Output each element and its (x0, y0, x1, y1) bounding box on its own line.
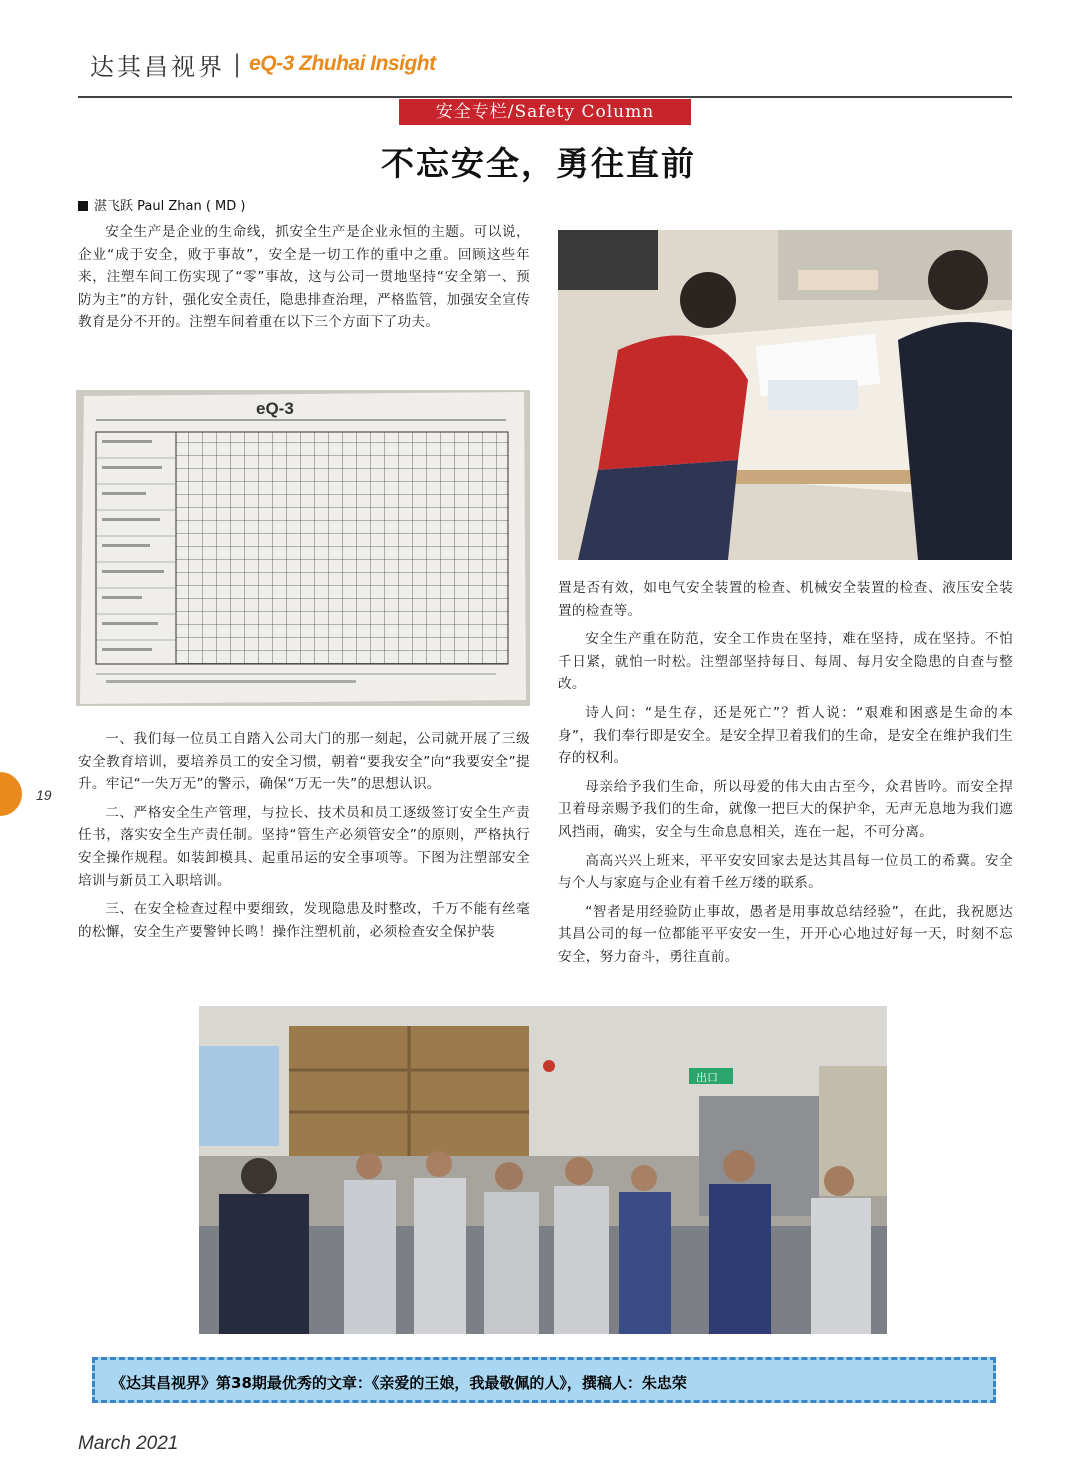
training-illustration (558, 230, 1012, 560)
header-rule (78, 96, 1012, 98)
paragraph: 安全生产重在防范，安全工作贵在坚持，难在坚持，成在坚持。不怕千日紧，就怕一时松。注塑部坚持每日、每周、每月安全隐患的自查与整改。 (558, 631, 1013, 693)
sheet-logo: eQ-3 (256, 399, 294, 418)
article-title: 不忘安全，勇往直前 (381, 144, 696, 183)
paragraph: 三、在安全检查过程中要细致，发现隐患及时整改，千万不能有丝毫的松懈，安全生产要警钟长鸣！操作注塑机前，必须检查安全保护装 (78, 901, 530, 940)
paragraph: “智者是用经验防止事故，愚者是用事故总结经验”，在此，我祝愿达其昌公司的每一位都能平平安安一生，开开心心地过好每一天，时刻不忘安全，努力奋斗，勇往直前。 (558, 903, 1013, 965)
left-bottom-column (78, 728, 530, 943)
paragraph: 母亲给予我们生命，所以母爱的伟大由古至今，众君皆吟。而安全捍卫着母亲赐予我们的生命，就像一把巨大的保护伞，无声无息地为我们遮风挡雨，确实，安全与生命息息相关，连在一起，不可分离。 (558, 778, 1013, 840)
issue-date: March 2021 (78, 1433, 179, 1454)
photo-group-training (199, 1006, 887, 1334)
paragraph: 一、我们每一位员工自踏入公司大门的那一刻起，公司就开展了三级安全教育培训，要培养员工的安全习惯，朝着“要我安全”向“我要安全”提升。牢记“一失万无”的警示，确保“万无一失”的思想认识。 (78, 731, 530, 793)
checklist-illustration (76, 390, 530, 706)
column-label: 安全专栏/Safety Column (399, 99, 691, 125)
page-tab-marker (0, 772, 22, 816)
paragraph: 安全生产是企业的生命线，抓安全生产是企业永恒的主题。可以说，企业“成于安全，败于事故”，安全是一切工作的重中之重。回顾这些年来，注塑车间工伤实现了“零”事故，这与公司一贯地坚持“安全第一、预防为主”的方针，强化安全责任，隐患排查治理，严格监管，加强安全宣传教育是分不开的。注塑车间着重在以下三个方面下了功夫。 (78, 224, 530, 331)
group-illustration (199, 1006, 887, 1334)
masthead (90, 44, 436, 84)
paragraph: 诗人问：“是生存，还是死亡”？哲人说：“艰难和困惑是生命的本身”，我们奉行即是安全。是安全捍卫着我们的生命，是安全在维护我们生存的权利。 (558, 704, 1013, 767)
photo-safety-checklist (76, 390, 530, 706)
left-top-column (78, 221, 530, 334)
magazine-title-en: eQ-3 Zhuhai Insight (249, 52, 436, 75)
byline-square-icon (78, 201, 88, 211)
paragraph: 置是否有效，如电气安全装置的检查、机械安全装置的检查、液压安全装置的检查等。 (558, 580, 1013, 619)
featured-article-banner (92, 1357, 996, 1403)
masthead-separator: | (233, 50, 242, 78)
photo-safety-training (558, 230, 1012, 560)
magazine-title-cn: 达其昌视界 (90, 52, 225, 81)
byline-author: 湛飞跃 Paul Zhan ( MD ) (94, 199, 246, 214)
right-column (558, 577, 1013, 969)
exit-sign-label: 出口 (696, 1071, 718, 1084)
page-number: 19 (36, 787, 52, 803)
paragraph: 高高兴兴上班来，平平安安回家去是达其昌每一位员工的希冀。安全与个人与家庭与企业有着千丝万缕的联系。 (558, 852, 1013, 892)
byline (78, 195, 245, 214)
paragraph: 二、严格安全生产管理，与拉长、技术员和员工逐级签订安全生产责任书，落实安全生产责任制。坚持“管生产必须管安全”的原则，严格执行安全操作规程。如装卸模具、起重吊运的安全事项等。下图为注塑部安全培训与新员工入职培训。 (78, 804, 530, 889)
banner-text: 《达其昌视界》第38期最优秀的文章：《亲爱的王娘，我最敬佩的人》，撰稿人：朱忠荣 (111, 1374, 687, 1392)
